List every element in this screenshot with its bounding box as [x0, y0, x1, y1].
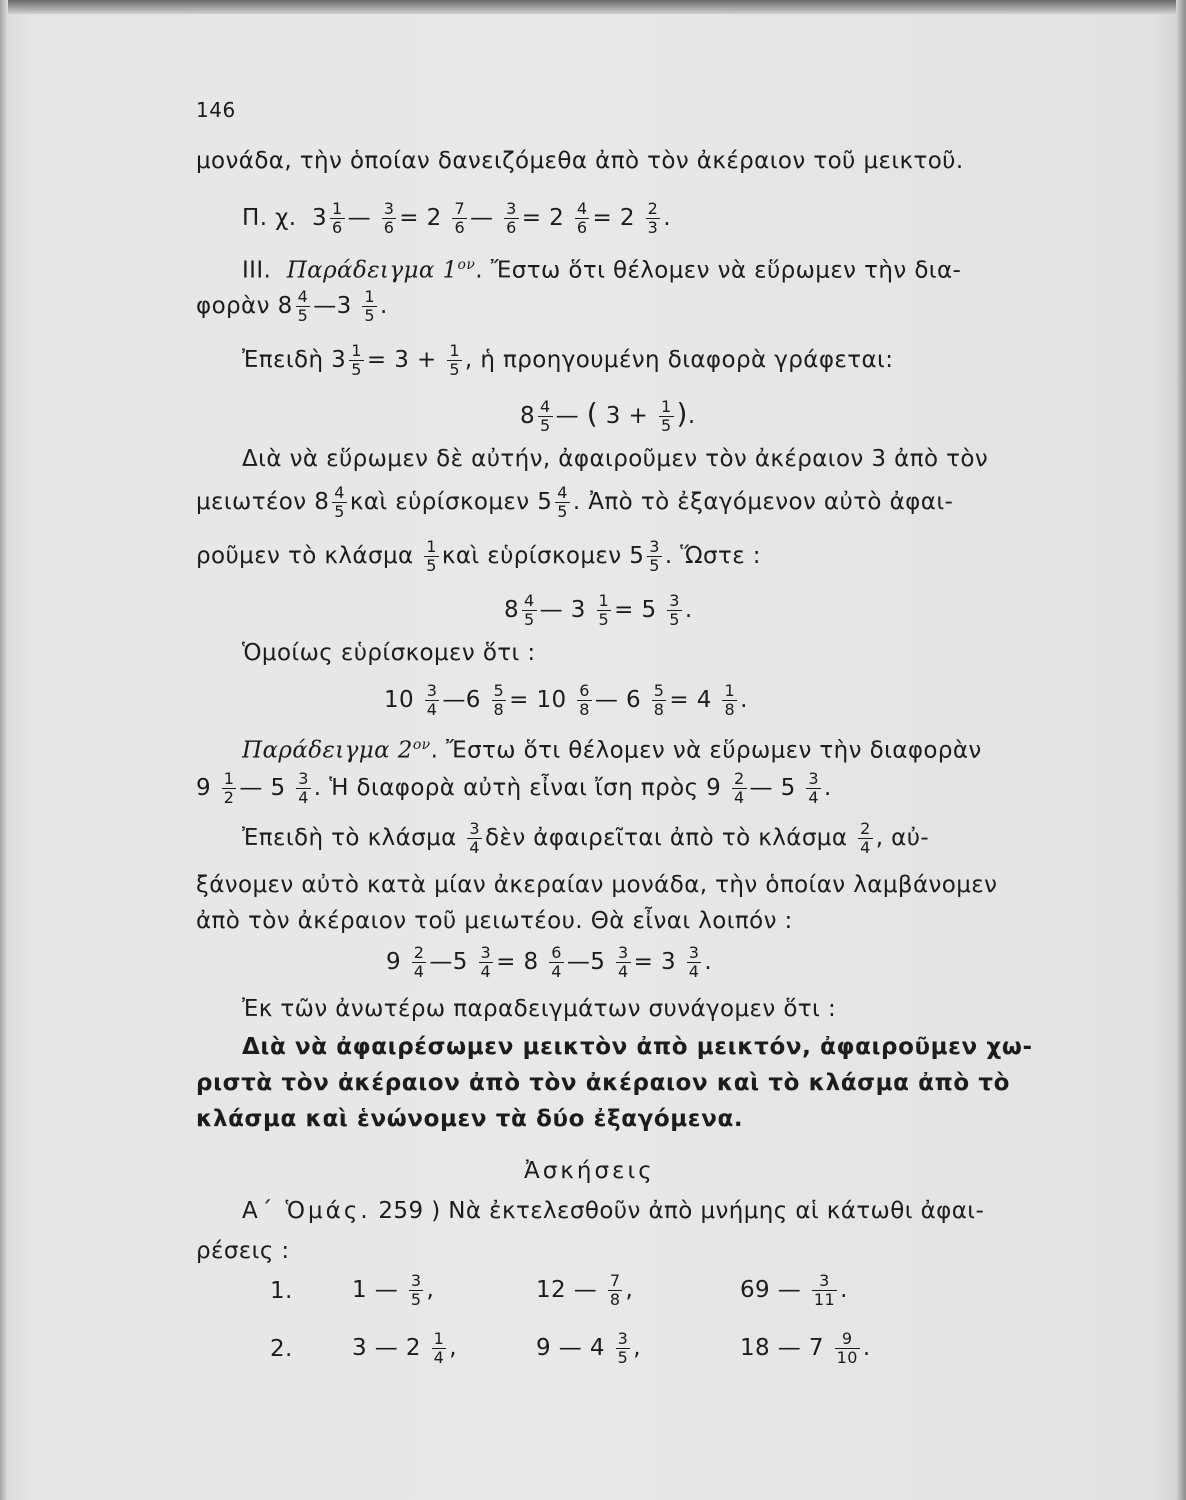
- text-span: ροῦμεν τὸ κλάσμα: [196, 543, 414, 569]
- fraction: $\frac{3}{6}$: [506, 199, 517, 237]
- text-span: Π. χ.: [242, 205, 297, 231]
- superscript: ον: [412, 737, 431, 753]
- exercise-item: 18 — 7 $\frac{9}{10}$ .: [740, 1329, 871, 1367]
- fraction: $\frac{4}{6}$: [576, 199, 588, 237]
- exercise-row-label: 1.: [270, 1278, 293, 1304]
- fraction: $\frac{1}{5}$: [598, 591, 610, 629]
- text-line: Διὰ νὰ εὕρωμεν δὲ αὐτήν, ἀφαιροῦμεν τὸν ἀκέραιον 3 ἀπὸ τὸν: [242, 446, 989, 472]
- text-span: καὶ εὑρίσκομεν: [349, 489, 530, 515]
- fraction: $\frac{4}{5}$: [540, 397, 551, 435]
- math-line: 9 $\frac{2}{4}$ —5 $\frac{3}{4}$ = 8 $\frac{6}{4}$ —5 $\frac{3}{4}$ = 3 $\frac{3}{4}$ .: [386, 943, 713, 981]
- exercise-line: [242, 1196, 984, 1226]
- text-line: Ὁμοίως εὑρίσκομεν ὅτι :: [242, 640, 536, 666]
- math-line: Ἐπειδὴ 3 $\frac{1}{5}$ = 3 + $\frac{1}{5}$ , ἡ προηγουμένη διαφορὰ γράφεται:: [242, 341, 894, 379]
- scan-edge-left: [0, 0, 8, 1500]
- exercise-item: 1 — $\frac{3}{5}$ ,: [352, 1271, 435, 1309]
- text-line: ξάνομεν αὐτὸ κατὰ μίαν ἀκεραίαν μονάδα, τὴν ὁποίαν λαμβάνομεν: [196, 872, 998, 898]
- fraction: $\frac{7}{8}$: [609, 1271, 621, 1309]
- text-span: καὶ εὑρίσκομεν: [441, 543, 622, 569]
- fraction: $\frac{1}{2}$: [223, 769, 235, 807]
- text-span: Ἐπειδὴ: [242, 347, 324, 373]
- math-line: [242, 820, 929, 857]
- exercise-item: 12 — $\frac{7}{8}$ ,: [536, 1271, 634, 1309]
- fraction: $\frac{3}{4}$: [617, 943, 629, 981]
- text-span: μειωτέον: [196, 489, 307, 515]
- fraction: $\frac{1}{8}$: [724, 681, 736, 719]
- fraction: $\frac{3}{5}$: [669, 591, 680, 629]
- fraction: $\frac{2}{4}$: [413, 943, 425, 981]
- fraction: $\frac{9}{10}$: [836, 1329, 858, 1367]
- text-span: , ἡ προηγουμένη διαφορὰ γράφεται:: [464, 347, 894, 373]
- fraction: $\frac{3}{6}$: [383, 199, 395, 237]
- math-line: 9 $\frac{1}{2}$ — 5 $\frac{3}{4}$ . Ἡ διαφορὰ αὐτὴ εἶναι ἴση πρὸς 9 $\frac{2}{4}$ — 5 $\frac{3}{4}$ .: [196, 769, 832, 807]
- rule-line: Διὰ νὰ ἀφαιρέσωμεν μεικτὸν ἀπὸ μεικτόν, ἀφαιροῦμεν χω-: [242, 1034, 1033, 1060]
- exercise-item: 3 — 2 $\frac{1}{4}$ ,: [352, 1329, 457, 1367]
- math-line: Π. χ. 3 $\frac{1}{6}$ — $\frac{3}{6}$ = 2 $\frac{7}{6}$ — $\frac{3}{6}$ = 2 $\frac{4}{6}$ = 2 $\frac{2}{3}$ .: [242, 199, 671, 237]
- fraction: $\frac{3}{4}$: [808, 769, 819, 807]
- text-span: . Ἔστω ὅτι θέλομεν νὰ εὕρωμεν τὴν διαφορὰν: [430, 737, 982, 764]
- fraction: $\frac{2}{3}$: [647, 199, 659, 237]
- fraction: $\frac{1}{5}$: [364, 287, 375, 325]
- text-line: ρέσεις :: [196, 1238, 290, 1264]
- exercise-row-label: 2.: [270, 1336, 293, 1362]
- fraction: $\frac{4}{5}$: [334, 483, 345, 521]
- text-span: Νὰ ἐκτελεσθοῦν ἀπὸ μνήμης αἱ κάτωθι ἀφαι-: [448, 1198, 985, 1224]
- fraction: $\frac{3}{4}$: [688, 943, 700, 981]
- exercise-item: 69 — $\frac{3}{11}$ .: [740, 1271, 848, 1309]
- exercise-number: 259 ): [378, 1198, 441, 1224]
- fraction: $\frac{3}{5}$: [649, 537, 660, 575]
- fraction: $\frac{3}{11}$: [813, 1271, 836, 1309]
- math-line: 8 $\frac{4}{5}$ — ( 3 + $\frac{1}{5}$ ).: [520, 397, 696, 435]
- rule-line: κλάσμα καὶ ἑνώνομεν τὰ δύο ἐξαγόμενα.: [196, 1106, 744, 1132]
- text-span: φορὰν: [196, 293, 270, 319]
- fraction: $\frac{4}{5}$: [297, 287, 309, 325]
- fraction: $\frac{3}{5}$: [410, 1271, 422, 1309]
- math-line: μειωτέον 8 $\frac{4}{5}$ καὶ εὑρίσκομεν 5 $\frac{4}{5}$ . Ἀπὸ τὸ ἐξαγόμενον αὐτὸ ἀφαι-: [196, 483, 954, 521]
- fraction: $\frac{1}{6}$: [331, 199, 343, 237]
- text-span: . Ἡ διαφορὰ αὐτὴ εἶναι ἴση πρὸς: [313, 775, 699, 801]
- superscript: ον: [457, 257, 476, 273]
- text-line: [242, 730, 982, 766]
- fraction: $\frac{4}{5}$: [524, 591, 535, 629]
- fraction: $\frac{5}{8}$: [653, 681, 665, 719]
- text-line: ἀπὸ τὸν ἀκέραιον τοῦ μειωτέου. Θὰ εἶναι λοιπόν :: [196, 908, 793, 934]
- fraction: $\frac{3}{4}$: [426, 681, 438, 719]
- text-line: Ἐκ τῶν ἀνωτέρω παραδειγμάτων συνάγομεν ὅτι :: [242, 996, 837, 1022]
- fraction: $\frac{4}{5}$: [557, 483, 568, 521]
- fraction: $\frac{6}{8}$: [579, 681, 590, 719]
- fraction: $\frac{2}{4}$: [860, 819, 871, 857]
- page-number: 146: [196, 98, 236, 122]
- math-line: ροῦμεν τὸ κλάσμα $\frac{1}{5}$ καὶ εὑρίσκομεν 5 $\frac{3}{5}$ . Ὥστε :: [196, 537, 761, 575]
- example-label: Παράδειγμα 1: [286, 257, 458, 284]
- fraction: $\frac{3}{4}$: [298, 769, 309, 807]
- example-label: Παράδειγμα 2: [242, 737, 413, 764]
- text-span: δὲν ἀφαιρεῖται ἀπὸ τὸ κλάσμα: [485, 825, 848, 851]
- fraction: $\frac{1}{5}$: [449, 341, 460, 379]
- math-line: φορὰν 8 $\frac{4}{5}$ —3 $\frac{1}{5}$ .: [196, 287, 388, 325]
- fraction: $\frac{1}{5}$: [660, 397, 672, 435]
- exercise-group: Α΄ Ὁμάς.: [242, 1198, 371, 1224]
- rule-line: ριστὰ τὸν ἀκέραιον ἀπὸ τὸν ἀκέραιον καὶ τὸ κλάσμα ἀπὸ τὸ: [196, 1070, 1011, 1096]
- fraction: $\frac{7}{6}$: [454, 199, 466, 237]
- text-span: III.: [242, 257, 272, 284]
- scan-edge-top: [0, 0, 1186, 14]
- fraction: $\frac{3}{4}$: [469, 819, 481, 857]
- math-line: 10 $\frac{3}{4}$ —6 $\frac{5}{8}$ = 10 $\frac{6}{8}$ — 6 $\frac{5}{8}$ = 4 $\frac{1}{8}$ .: [384, 681, 748, 719]
- text-span: Ἐπειδὴ τὸ κλάσμα: [242, 825, 457, 851]
- text-line: [242, 250, 961, 286]
- text-span: , αὐ-: [875, 825, 930, 851]
- scan-edge-right: [1176, 0, 1186, 1500]
- fraction: $\frac{1}{5}$: [351, 341, 362, 379]
- fraction: $\frac{2}{4}$: [733, 769, 745, 807]
- fraction: $\frac{6}{4}$: [551, 943, 562, 981]
- text-line: μονάδα, τὴν ὁποίαν δανειζόμεθα ἀπὸ τὸν ἀκέραιον τοῦ μεικτοῦ.: [196, 148, 964, 174]
- section-heading: Ἀσκήσεις: [524, 1158, 655, 1184]
- fraction: $\frac{3}{4}$: [480, 943, 492, 981]
- fraction: $\frac{1}{4}$: [433, 1329, 445, 1367]
- fraction: $\frac{3}{5}$: [617, 1329, 629, 1367]
- text-span: . Ἔστω ὅτι θέλομεν νὰ εὕρωμεν τὴν δια-: [475, 257, 962, 284]
- math-line: 8 $\frac{4}{5}$ — 3 $\frac{1}{5}$ = 5 $\frac{3}{5}$ .: [504, 591, 693, 629]
- fraction: $\frac{1}{5}$: [426, 537, 437, 575]
- fraction: $\frac{5}{8}$: [493, 681, 505, 719]
- text-span: . Ἀπὸ τὸ ἐξαγόμενον αὐτὸ ἀφαι-: [572, 489, 954, 515]
- text-span: . Ὥστε :: [664, 543, 761, 569]
- exercise-item: 9 — 4 $\frac{3}{5}$ ,: [536, 1329, 641, 1367]
